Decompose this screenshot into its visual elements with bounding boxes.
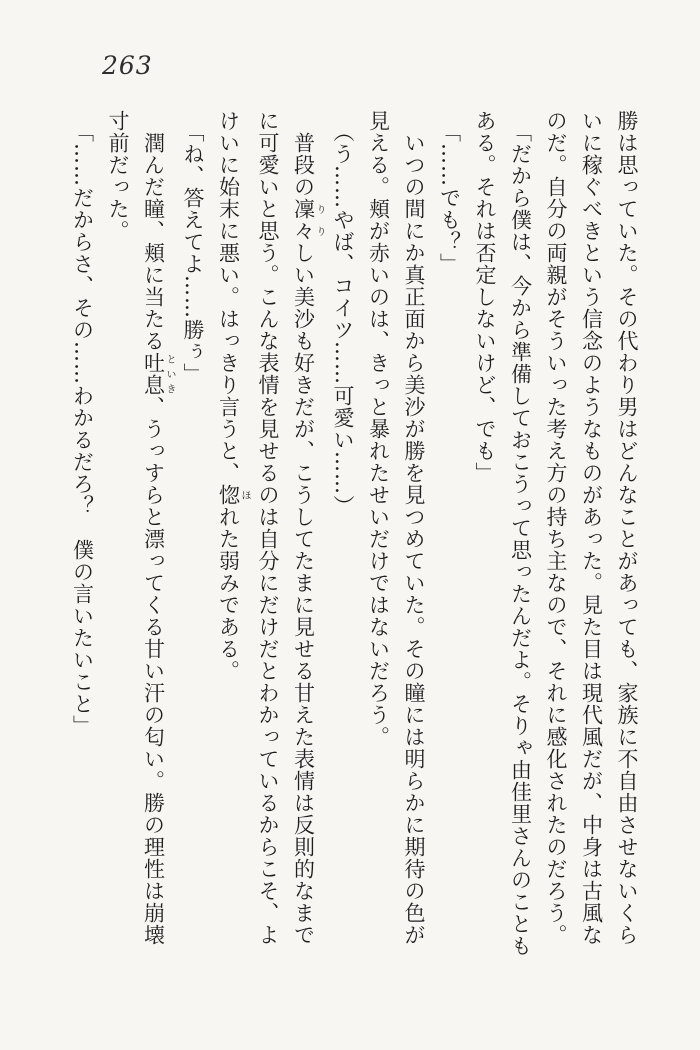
- text-line-13: [175, 110, 211, 980]
- text-line-8: [360, 110, 396, 980]
- text-segment: 普段の: [291, 132, 316, 198]
- text-segment: いつの間にか真正面から美沙が勝を見つめていた。その瞳には明らかに期待の色が: [402, 132, 426, 946]
- ruby-base: 惚ほ: [216, 484, 250, 506]
- text-segment: 「だから僕は、今から準備しておこうって思ったんだよ。そりゃ由佳里さんのことも: [508, 121, 533, 957]
- page-number: 263: [102, 51, 153, 80]
- text-segment: いに稼ぐべきという信念のようなものがあった。見た目は現代風だが、中身は古風な: [579, 110, 604, 946]
- text-segment: 「……でも？」: [437, 121, 462, 275]
- ruby-base: 吐息といき: [141, 352, 175, 396]
- text-segment: ある。それは否定しないけど、でも」: [473, 110, 497, 484]
- text-segment: 勝は思っていた。その代わり男はどんなことがあっても、家族に不自由させないくら: [615, 110, 639, 946]
- text-segment: けいに始末に悪い。はっきり言うと、: [216, 110, 241, 484]
- text-segment: 寸前だった。: [106, 110, 130, 242]
- text-line-15: [100, 110, 136, 980]
- text-segment: 潤んだ瞳、頬に当たる: [141, 132, 166, 352]
- furigana: りり: [314, 198, 325, 242]
- text-segment: （う……やば、コイツ……可愛い……）: [331, 121, 355, 517]
- text-line-16: [64, 110, 100, 980]
- text-segment: 、うっすらと漂ってくる甘い汗の匂い。勝の理性は崩壊: [141, 396, 166, 946]
- text-segment: 「……だからさ、その……わかるだろ？ 僕の言いたいこと」: [70, 121, 95, 737]
- text-line-10: [285, 110, 325, 980]
- text-line-14: [135, 110, 175, 980]
- text-line-5: [467, 110, 503, 980]
- furigana: ほ: [239, 484, 250, 506]
- vertical-text-block: [64, 110, 644, 980]
- furigana: といき: [164, 352, 175, 396]
- text-line-3: [538, 110, 574, 980]
- text-line-4: [502, 110, 538, 980]
- text-segment: に可愛いと思う。こんな表情を見せるのは自分にだけだとわかっているからこそ、よ: [256, 110, 280, 946]
- text-segment: しい美沙も好きだが、こうしてたまに見せる甘えた表情は反則的なまで: [291, 242, 316, 946]
- text-line-6: [431, 110, 467, 980]
- ruby-base: 凜々りり: [291, 198, 325, 242]
- text-line-11: [250, 110, 286, 980]
- text-segment: 見える。頬が赤いのは、きっと暴れたせいだけではないだろう。: [366, 110, 391, 748]
- text-line-9: [325, 110, 361, 980]
- text-line-7: [396, 110, 432, 980]
- text-line-2: [573, 110, 609, 980]
- text-segment: れた弱みである。: [216, 506, 241, 682]
- text-segment: 「ね、答えてよ……勝ぅ」: [181, 121, 205, 385]
- text-segment: のだ。自分の両親がそういった考え方の持ち主なので、それに感化されたのだろう。: [544, 110, 568, 946]
- text-line-1: [609, 110, 645, 980]
- text-line-12: [210, 110, 250, 980]
